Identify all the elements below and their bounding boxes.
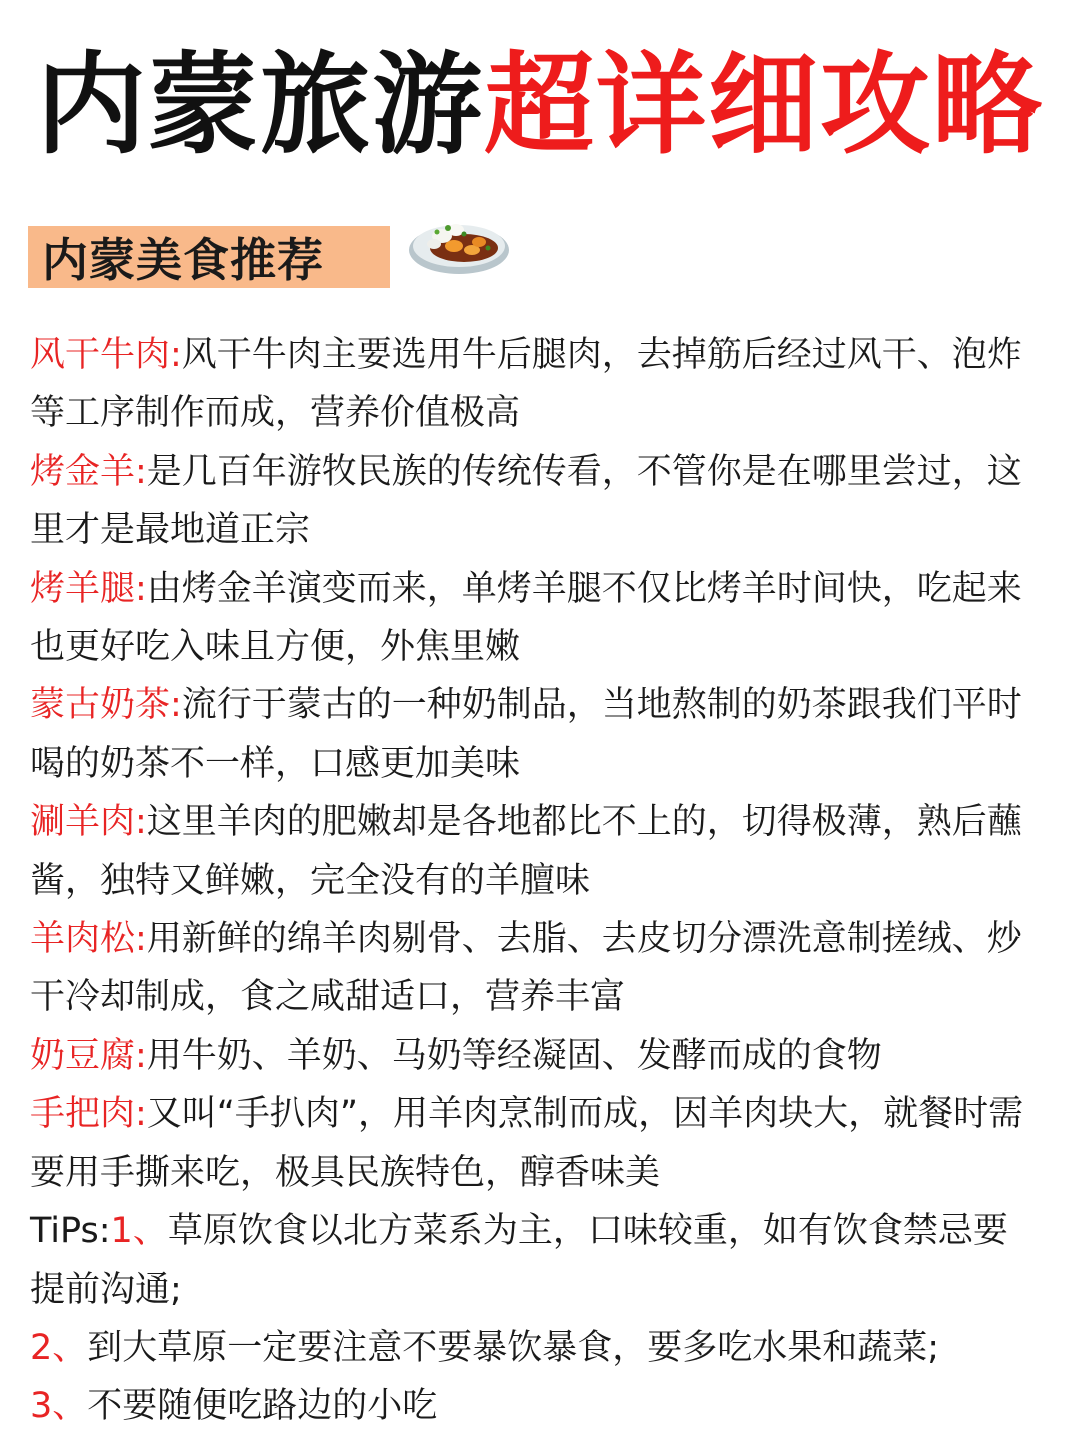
list-item <box>30 443 1030 560</box>
item-name: 烤金羊: <box>30 451 147 492</box>
tip-item <box>30 1377 1030 1435</box>
section-title: 内蒙美食推荐 <box>42 233 324 287</box>
item-name: 涮羊肉: <box>30 802 147 843</box>
tips-label: TiPs: <box>30 1211 111 1252</box>
item-name: 烤羊腿: <box>30 568 147 609</box>
food-plate-icon <box>404 200 514 280</box>
tip-text: 不要随便吃路边的小吃 <box>87 1386 438 1427</box>
title-part-black: 内蒙旅游 <box>36 41 484 169</box>
tip-item <box>30 1202 1030 1319</box>
item-desc: 由烤金羊演变而来，单烤羊腿不仅比烤羊时间快，吃起来也更好吃入味且方便，外焦里嫩 <box>30 568 1022 668</box>
list-item <box>30 793 1030 910</box>
tip-text: 草原饮食以北方菜系为主，口味较重，如有饮食禁忌要提前沟通; <box>30 1211 1008 1310</box>
list-item <box>30 910 1030 1027</box>
list-item <box>30 326 1030 443</box>
item-name: 蒙古奶茶: <box>30 685 182 726</box>
item-desc: 用牛奶、羊奶、马奶等经凝固、发酵而成的食物 <box>146 1035 882 1076</box>
tip-number: 2、 <box>30 1327 88 1368</box>
item-name: 风干牛肉: <box>30 335 182 375</box>
item-desc: 用新鲜的绵羊肉剔骨、去脂、去皮切分漂洗意制搓绒、炒干冷却制成，食之咸甜适口，营养丰富 <box>30 919 1022 1018</box>
item-desc: 流行于蒙古的一种奶制品，当地熬制的奶茶跟我们平时喝的奶茶不一样，口感更加美味 <box>30 685 1022 784</box>
tip-number: 3、 <box>30 1386 88 1427</box>
tip-item <box>30 1319 1030 1377</box>
item-desc: 风干牛肉主要选用牛后腿肉，去掉筋后经过风干、泡炸等工序制作而成，营养价值极高 <box>30 335 1022 434</box>
tip-text: 到大草原一定要注意不要暴饮暴食，要多吃水果和蔬菜; <box>87 1327 940 1368</box>
list-item <box>30 1085 1030 1202</box>
list-item <box>30 560 1030 677</box>
title-part-red: 超详细攻略 <box>484 41 1044 169</box>
item-desc: 又叫“手扒肉”，用羊肉烹制而成，因羊肉块大，就餐时需要用手撕来吃，极具民族特色，醇香味美 <box>30 1094 1024 1193</box>
item-name: 奶豆腐: <box>30 1035 147 1076</box>
item-name: 羊肉松: <box>30 919 147 960</box>
item-desc: 这里羊肉的肥嫩却是各地都比不上的，切得极薄，熟后蘸酱，独特又鲜嫩，完全没有的羊膻味 <box>30 802 1022 901</box>
page-title <box>0 40 1080 170</box>
list-item <box>30 1027 1030 1085</box>
list-item <box>30 676 1030 793</box>
section-header <box>28 226 390 288</box>
tip-number: 1、 <box>110 1211 168 1252</box>
item-name: 手把肉: <box>30 1094 147 1135</box>
food-list <box>30 326 1030 1436</box>
item-desc: 是几百年游牧民族的传统传看，不管你是在哪里尝过，这里才是最地道正宗 <box>30 451 1022 551</box>
